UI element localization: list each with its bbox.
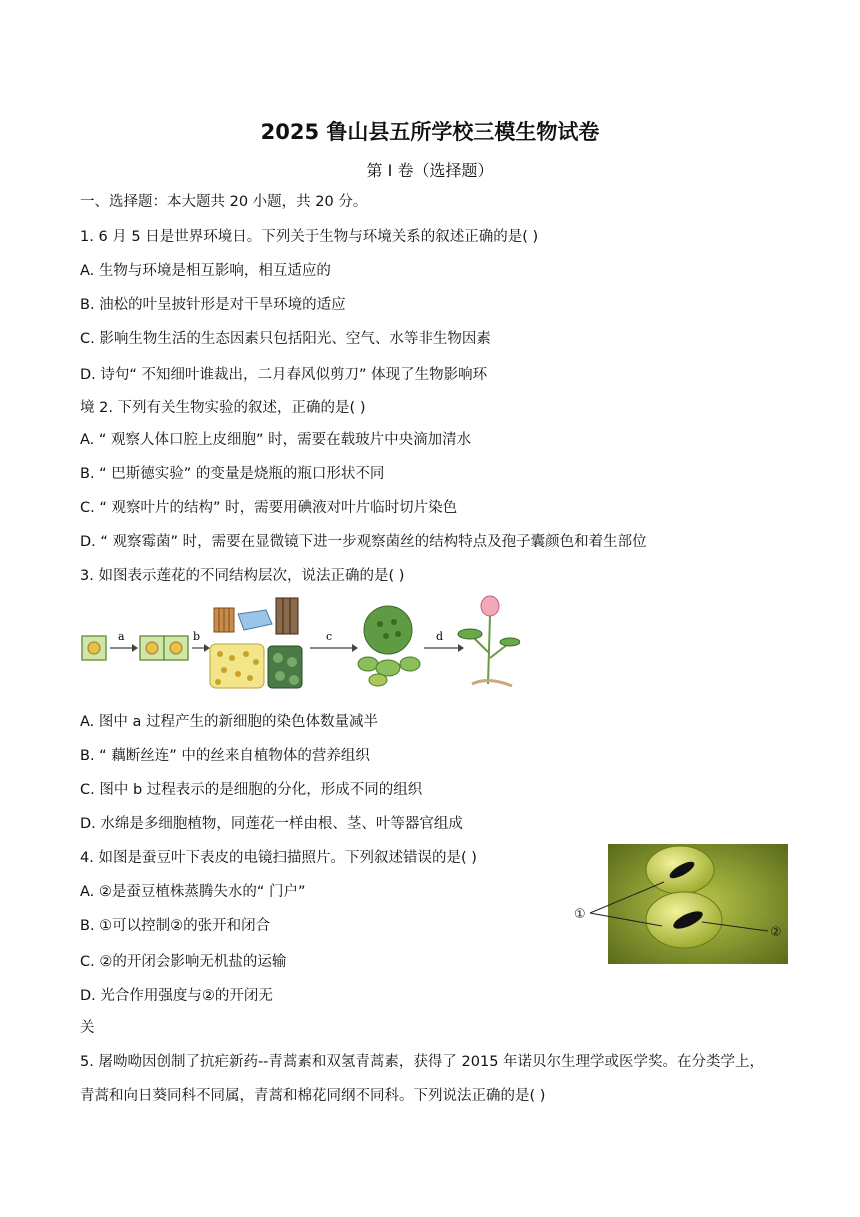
q1-option-b: B. 油松的叶呈披针形是对干旱环境的适应 xyxy=(80,297,346,313)
q3-stem: 3. 如图表示莲花的不同结构层次，说法正确的是( ) xyxy=(80,568,405,584)
q3-option-c: C. 图中 b 过程表示的是细胞的分化，形成不同的组织 xyxy=(80,782,423,798)
divided-cells-icon xyxy=(140,636,188,660)
arrow-label-c: c xyxy=(326,630,333,643)
q5-stem-line1: 5. 屠呦呦因创制了抗疟新药--青蒿素和双氢青蒿素，获得了 2015 年诺贝尔生理学或医学奖。在分类学上， xyxy=(80,1054,765,1070)
arrow-label-a: a xyxy=(118,630,125,643)
part-heading: 第 Ⅰ 卷（选择题） xyxy=(366,161,494,180)
tissues-icon xyxy=(210,598,302,688)
q4-stem: 4. 如图是蚕豆叶下表皮的电镜扫描照片。下列叙述错误的是( ) xyxy=(80,850,477,866)
q4-option-b: B. ①可以控制②的张开和闭合 xyxy=(80,918,271,934)
q2-option-c: C. “ 观察叶片的结构” 时，需要用碘液对叶片临时切片染色 xyxy=(80,500,458,516)
q2-option-a: A. “ 观察人体口腔上皮细胞” 时，需要在载玻片中央滴加清水 xyxy=(80,432,472,448)
q1-option-a: A. 生物与环境是相互影响，相互适应的 xyxy=(80,263,331,279)
q4-option-c: C. ②的开闭会影响无机盐的运输 xyxy=(80,954,287,970)
q2-option-b: B. “ 巴斯德实验” 的变量是烧瓶的瓶口形状不同 xyxy=(80,466,385,482)
q3-option-a: A. 图中 a 过程产生的新细胞的染色体数量减半 xyxy=(80,714,378,730)
section-heading: 一、选择题：本大题共 20 小题，共 20 分。 xyxy=(80,194,368,210)
q3-option-b: B. “ 藕断丝连” 中的丝来自植物体的营养组织 xyxy=(80,748,370,764)
arrow-label-d: d xyxy=(436,630,444,643)
q3-option-d: D. 水绵是多细胞植物，同莲花一样由根、茎、叶等器官组成 xyxy=(80,816,463,832)
q1-stem: 1. 6 月 5 日是世界环境日。下列关于生物与环境关系的叙述正确的是( ) xyxy=(80,229,539,245)
lotus-structure-figure xyxy=(80,592,520,694)
stomata-photo-figure xyxy=(572,842,790,966)
page-title: 2025 鲁山县五所学校三模生物试卷 xyxy=(260,120,600,144)
q1-option-d: D. 诗句“ 不知细叶谁裁出，二月春风似剪刀” 体现了生物影响环 xyxy=(80,367,488,383)
cell-icon xyxy=(82,636,106,660)
q2-option-d: D. “ 观察霉菌” 时，需要在显微镜下进一步观察菌丝的结构特点及孢子囊颜色和着生部位 xyxy=(80,534,647,550)
lotus-plant-icon xyxy=(458,596,520,686)
arrow-label-b: b xyxy=(193,630,201,643)
q2-stem: 境 2. 下列有关生物实验的叙述，正确的是( ) xyxy=(80,400,366,416)
q5-stem-line2: 青蒿和向日葵同科不同属，青蒿和棉花同纲不同科。下列说法正确的是( ) xyxy=(80,1088,546,1104)
label-stoma: ② xyxy=(770,925,782,940)
q4-option-d-continuation: 关 xyxy=(80,1020,95,1036)
label-guard-cell: ① xyxy=(574,907,586,922)
q4-option-a: A. ②是蚕豆植株蒸腾失水的“ 门户” xyxy=(80,884,306,900)
q4-option-d: D. 光合作用强度与②的开闭无 xyxy=(80,988,273,1004)
organs-icon xyxy=(358,606,420,686)
q1-option-c: C. 影响生物生活的生态因素只包括阳光、空气、水等非生物因素 xyxy=(80,331,491,347)
